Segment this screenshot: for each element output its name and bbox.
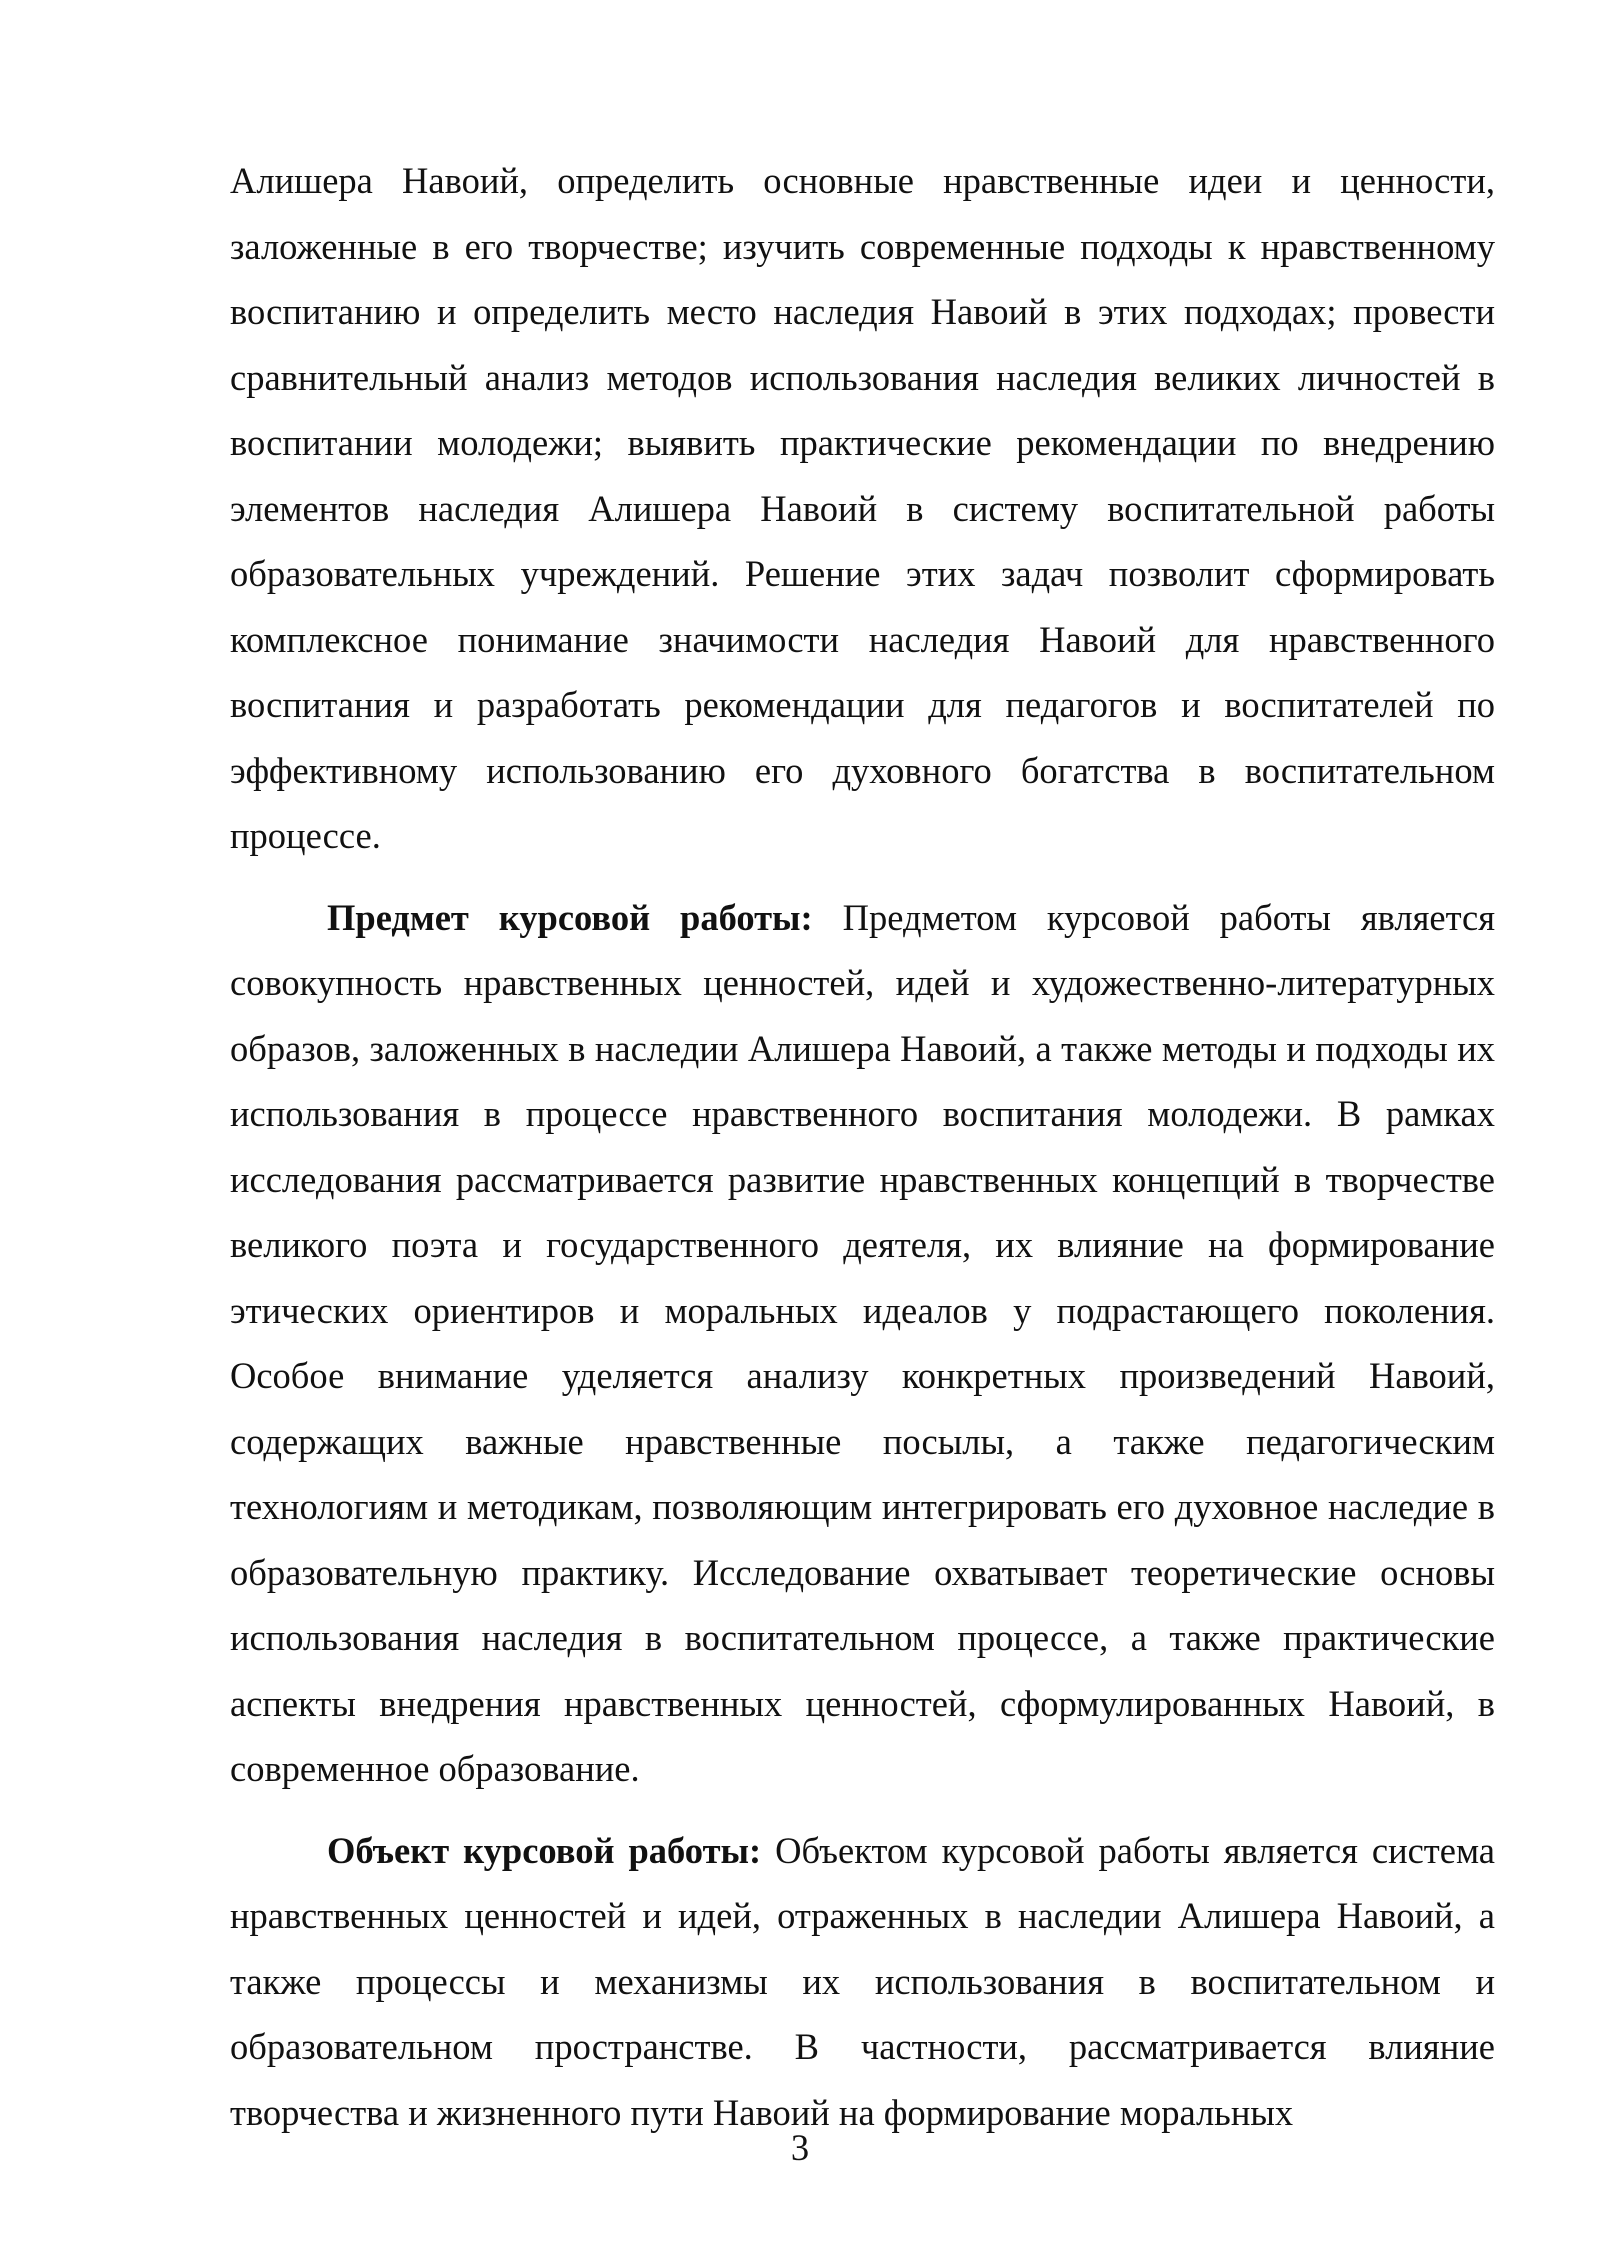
paragraph-lead: Объект курсовой работы:	[327, 1829, 762, 1871]
paragraph-text: Объектом курсовой работы является система нравственных ценностей и идей, отраженных в наследии Алишера Навоий, а также процессы и механизмы их использования в воспитательном и образовательном пространстве. В частности, рассматривается влияние творчества и жизненного пути Навоий на формирование моральных	[230, 1829, 1495, 2133]
paragraph-object	[230, 1818, 1495, 2146]
paragraph-text: Предметом курсовой работы является совокупность нравственных ценностей, идей и художественно-литературных образов, заложенных в наследии Алишера Навоий, а также методы и подходы их использования в процессе нравственного воспитания молодежи. В рамках исследования рассматривается развитие нравственных концепций в творчестве великого поэта и государственного деятеля, их влияние на формирование этических ориентиров и моральных идеалов у подрастающего поколения. Особое внимание уделяется анализу конкретных произведений Навоий, содержащих важные нравственные посылы, а также педагогическим технологиям и методикам, позволяющим интегрировать его духовное наследие в образовательную практику. Исследование охватывает теоретические основы использования наследия в воспитательном процессе, а также практические аспекты внедрения нравственных ценностей, сформулированных Навоий, в современное образование.	[230, 896, 1495, 1789]
paragraph-subject	[230, 885, 1495, 1802]
paragraph-tasks-continuation	[230, 148, 1495, 869]
page-number: 3	[790, 2127, 810, 2168]
document-body	[230, 148, 1495, 2145]
paragraph-text: Алишера Навоий, определить основные нравственные идеи и ценности, заложенные в его творчестве; изучить современные подходы к нравственному воспитанию и определить место наследия Навоий в этих подходах; провести сравнительный анализ методов использования наследия великих личностей в воспитании молодежи; выявить практические рекомендации по внедрению элементов наследия Алишера Навоий в систему воспитательной работы образовательных учреждений. Решение этих задач позволит сформировать комплексное понимание значимости наследия Навоий для нравственного воспитания и разработать рекомендации для педагогов и воспитателей по эффективному использованию его духовного богатства в воспитательном процессе.	[230, 160, 1495, 856]
paragraph-lead: Предмет курсовой работы:	[327, 896, 813, 938]
